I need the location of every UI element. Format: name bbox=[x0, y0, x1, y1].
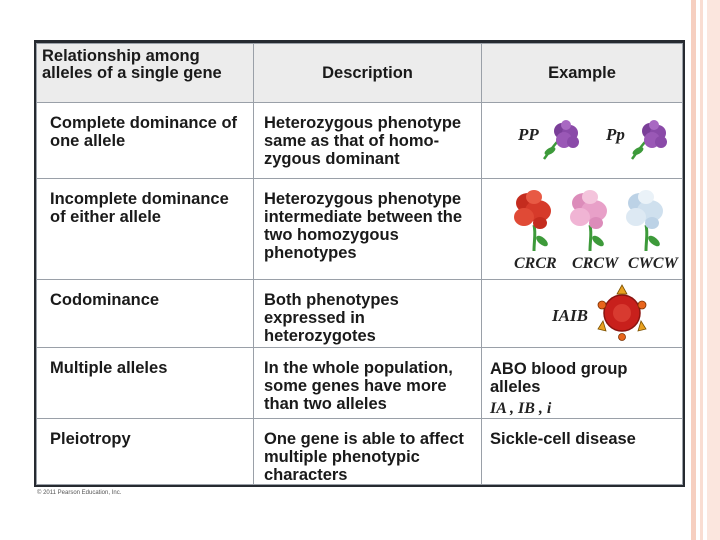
relationship-cell: Pleiotropy bbox=[37, 419, 254, 485]
genotype-label: CWCW bbox=[628, 255, 678, 272]
example-cell bbox=[482, 280, 683, 348]
header-example: Example bbox=[482, 44, 683, 103]
description-cell: In the whole population, some genes have more than two alleles bbox=[254, 348, 482, 419]
description-cell: Heterozygous phenotype intermediate between the two homozygous phenotypes bbox=[254, 179, 482, 280]
genotype-label: IAIB bbox=[552, 306, 588, 325]
copyright-footer: © 2011 Pearson Education, Inc. bbox=[37, 490, 122, 496]
allele-relationship-table bbox=[34, 40, 685, 487]
genotype-label: CRCW bbox=[572, 255, 619, 272]
relationship-cell: Complete dominance of one allele bbox=[37, 103, 254, 179]
table-row bbox=[37, 280, 683, 348]
table-row bbox=[37, 419, 683, 485]
purple-flower-icon bbox=[536, 115, 586, 161]
table-row bbox=[37, 348, 683, 419]
purple-flower-icon bbox=[624, 115, 674, 161]
pink-flower-icon bbox=[560, 183, 618, 253]
description-cell: Heterozygous phenotype same as that of homo-zygous dominant bbox=[254, 103, 482, 179]
table-header-row bbox=[37, 44, 683, 103]
table-row bbox=[37, 179, 683, 280]
header-description: Description bbox=[254, 44, 482, 103]
example-text: ABO blood group alleles bbox=[490, 360, 628, 396]
genotype-label: PP bbox=[518, 125, 539, 144]
blood-cell-icon bbox=[594, 283, 650, 341]
allele-list: IA , IB , i bbox=[490, 400, 552, 417]
description-cell: Both phenotypes expressed in heterozygotes bbox=[254, 280, 482, 348]
description-cell: One gene is able to affect multiple phenotypic characters bbox=[254, 419, 482, 485]
genotype-label: CRCR bbox=[514, 255, 557, 272]
table-row bbox=[37, 103, 683, 179]
relationship-cell: Multiple alleles bbox=[37, 348, 254, 419]
decorative-stripe bbox=[691, 0, 696, 540]
white-flower-icon bbox=[616, 183, 674, 253]
relationship-cell: Codominance bbox=[37, 280, 254, 348]
red-flower-icon bbox=[504, 183, 562, 253]
example-cell bbox=[482, 179, 683, 280]
decorative-stripe bbox=[700, 0, 703, 540]
example-cell bbox=[482, 103, 683, 179]
example-cell bbox=[482, 348, 683, 419]
genotype-label: Pp bbox=[606, 125, 625, 144]
decorative-stripe bbox=[707, 0, 720, 540]
relationship-cell: Incomplete dominance of either allele bbox=[37, 179, 254, 280]
header-relationship: Relationship among alleles of a single gene bbox=[37, 44, 254, 103]
example-cell: Sickle-cell disease bbox=[482, 419, 683, 485]
